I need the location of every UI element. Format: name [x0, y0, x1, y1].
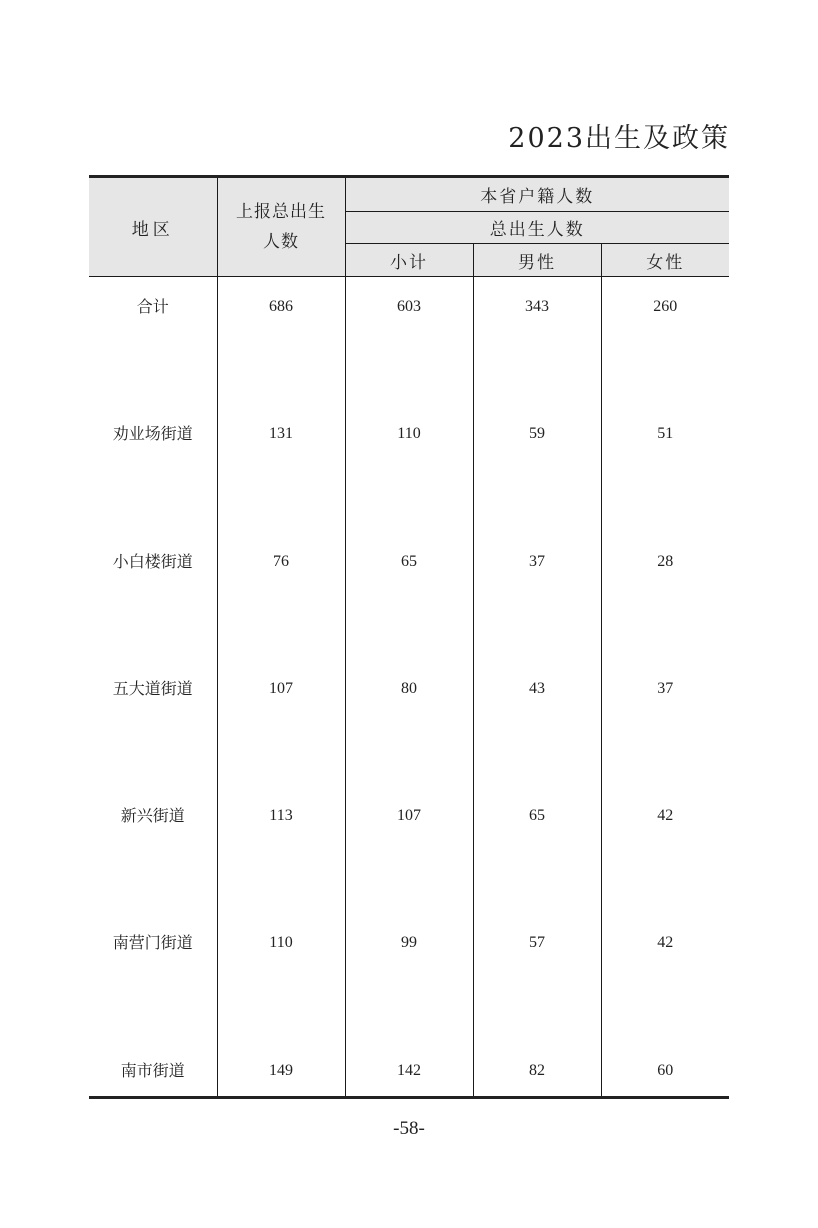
cell-reported-total: 149 [217, 1041, 345, 1096]
header-reported-total [217, 177, 345, 277]
table-header [89, 177, 729, 277]
section-title: 2023出生及政策 [508, 123, 730, 154]
header-female: 女性 [601, 244, 729, 277]
page-number: -58- [393, 1118, 425, 1139]
cell-reported-total: 107 [217, 659, 345, 786]
header-male: 男性 [473, 244, 601, 277]
table-bottom-rule [89, 1096, 729, 1099]
cell-subtotal: 110 [345, 404, 473, 531]
header-provincial-hukou: 本省户籍人数 [345, 177, 729, 212]
cell-region: 新兴街道 [89, 786, 217, 913]
cell-male: 343 [473, 277, 601, 405]
cell-female: 28 [601, 532, 729, 659]
cell-female: 260 [601, 277, 729, 405]
cell-region: 劝业场街道 [89, 404, 217, 531]
header-region: 地区 [89, 177, 217, 277]
cell-subtotal: 99 [345, 913, 473, 1040]
header-reported-total-line1: 上报总出生 [236, 202, 326, 222]
cell-region: 小白楼街道 [89, 532, 217, 659]
table-row [89, 786, 729, 913]
header-total-births: 总出生人数 [345, 212, 729, 244]
table-row [89, 1041, 729, 1096]
cell-male: 37 [473, 532, 601, 659]
cell-subtotal: 80 [345, 659, 473, 786]
cell-reported-total: 113 [217, 786, 345, 913]
cell-female: 60 [601, 1041, 729, 1096]
cell-subtotal: 65 [345, 532, 473, 659]
table-body [89, 277, 729, 1096]
cell-female: 42 [601, 786, 729, 913]
table-row [89, 404, 729, 531]
birth-statistics-table [89, 175, 729, 1096]
table-row [89, 913, 729, 1040]
table-row-total [89, 277, 729, 405]
cell-region: 五大道街道 [89, 659, 217, 786]
cell-subtotal: 142 [345, 1041, 473, 1096]
birth-statistics-table-container [89, 175, 729, 1096]
cell-male: 82 [473, 1041, 601, 1096]
header-subtotal: 小计 [345, 244, 473, 277]
cell-female: 37 [601, 659, 729, 786]
cell-reported-total: 131 [217, 404, 345, 531]
cell-male: 43 [473, 659, 601, 786]
cell-reported-total: 110 [217, 913, 345, 1040]
cell-female: 51 [601, 404, 729, 531]
table-row [89, 532, 729, 659]
cell-region: 南营门街道 [89, 913, 217, 1040]
cell-region: 南市街道 [89, 1041, 217, 1096]
cell-reported-total: 76 [217, 532, 345, 659]
header-reported-total-line2: 人数 [263, 232, 299, 252]
cell-male: 57 [473, 913, 601, 1040]
cell-subtotal: 603 [345, 277, 473, 405]
cell-female: 42 [601, 913, 729, 1040]
cell-male: 65 [473, 786, 601, 913]
cell-male: 59 [473, 404, 601, 531]
table-row [89, 659, 729, 786]
cell-subtotal: 107 [345, 786, 473, 913]
cell-region: 合计 [89, 277, 217, 405]
cell-reported-total: 686 [217, 277, 345, 405]
